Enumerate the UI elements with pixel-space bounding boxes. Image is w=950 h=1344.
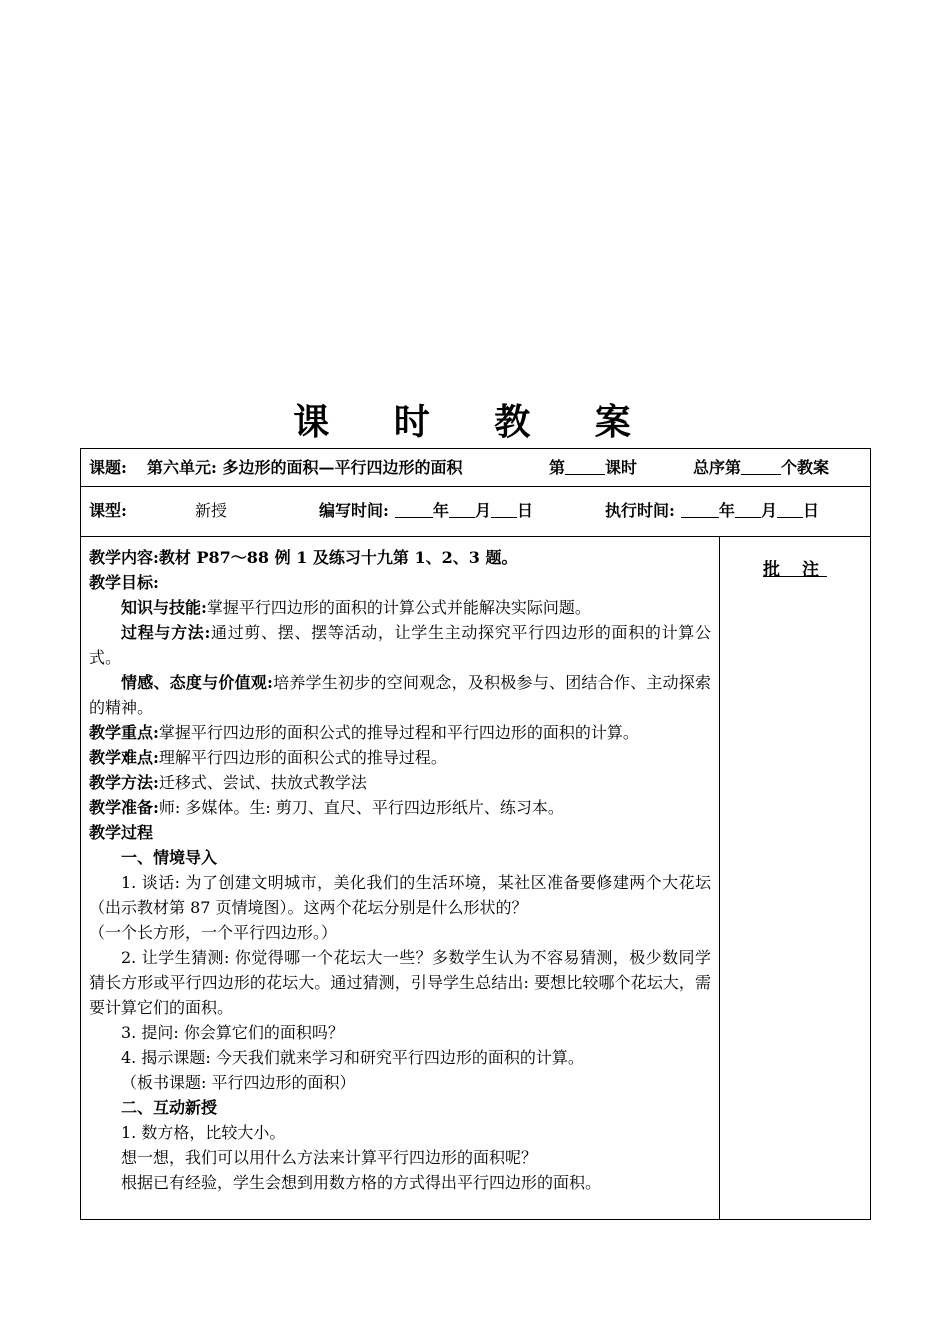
type-row — [81, 487, 870, 537]
write-month-label: 月 — [474, 501, 491, 520]
teaching-method — [89, 770, 711, 795]
total-prefix: 总序第 — [693, 458, 742, 477]
write-month-blank[interactable] — [449, 501, 475, 518]
teaching-difficulty — [89, 745, 711, 770]
teaching-method-text: 迁移式、尝试、扶放式教学法 — [158, 773, 367, 792]
section-1-para-2: 2. 让学生猜测: 你觉得哪一个花坛大一些？多数学生认为不容易猜测，极少数同学猜长方形或平行四边形的花坛大。通过猜测，引导学生总结出: 要想比较哪个花坛大，需要计算它们的面积。 — [89, 948, 711, 1017]
topic-row — [81, 449, 870, 487]
exec-year-label: 年 — [718, 501, 735, 520]
section-1-para-4b: （板书课题: 平行四边形的面积） — [121, 1073, 356, 1092]
exec-day-label: 日 — [802, 501, 819, 520]
lesson-prefix: 第 — [549, 458, 566, 477]
notes-column — [720, 537, 870, 1219]
goal-knowledge-text: 掌握平行四边形的面积的计算公式并能解决实际问题。 — [206, 598, 591, 617]
goal-emotion-text: 培养学生初步的空间观念，及积极参与、团结合作、主动探索的精神。 — [89, 673, 711, 717]
goal-knowledge — [89, 595, 711, 620]
goal-knowledge-label: 知识与技能: — [121, 598, 207, 617]
lesson-suffix: 课时 — [605, 458, 638, 477]
section-1-heading: 一、情境导入 — [121, 848, 218, 867]
section-1-para-1b: （一个长方形，一个平行四边形。） — [89, 923, 338, 942]
teaching-key — [89, 720, 711, 745]
topic-value: 第六单元: 多边形的面积—平行四边形的面积 — [147, 458, 463, 477]
process-label: 教学过程 — [89, 823, 154, 842]
topic-label: 课题: — [89, 458, 127, 477]
exec-year-blank[interactable] — [681, 501, 719, 518]
teaching-difficulty-text: 理解平行四边形的面积公式的推导过程。 — [158, 748, 447, 767]
exec-time-label: 执行时间: — [605, 501, 675, 520]
goal-process — [89, 620, 711, 670]
teaching-key-label: 教学重点: — [89, 723, 159, 742]
total-number-blank[interactable] — [741, 458, 781, 475]
goal-process-text: 通过剪、摆、摆等活动，让学生主动探究平行四边形的面积的计算公式。 — [89, 623, 711, 667]
section-1-para-3: 3. 提问: 你会算它们的面积吗？ — [121, 1023, 344, 1042]
teaching-prep-label: 教学准备: — [89, 798, 159, 817]
teaching-key-text: 掌握平行四边形的面积公式的推导过程和平行四边形的面积的计算。 — [158, 723, 639, 742]
goals — [89, 570, 711, 595]
teaching-prep-text: 师: 多媒体。生: 剪刀、直尺、平行四边形纸片、练习本。 — [158, 798, 564, 817]
teaching-content — [89, 545, 711, 570]
exec-month-blank[interactable] — [735, 501, 761, 518]
teaching-difficulty-label: 教学难点: — [89, 748, 159, 767]
lesson-number-blank[interactable] — [565, 458, 605, 475]
section-2-para-3: 根据已有经验，学生会想到用数方格的方式得出平行四边形的面积。 — [121, 1173, 602, 1192]
goal-emotion-label: 情感、态度与价值观: — [121, 673, 273, 692]
goal-emotion — [89, 670, 711, 720]
teaching-method-label: 教学方法: — [89, 773, 159, 792]
type-value: 新授 — [195, 501, 228, 520]
write-year-label: 年 — [432, 501, 449, 520]
lesson-content — [81, 537, 720, 1219]
section-1-para-1: 1. 谈话: 为了创建文明城市，美化我们的生活环境，某社区准备要修建两个大花坛（出示教材第 87 页情境图）。这两个花坛分别是什么形状的？ — [89, 873, 711, 917]
teaching-prep — [89, 795, 711, 820]
page-title: 课 时 教 案 — [293, 402, 657, 443]
exec-day-blank[interactable] — [777, 501, 803, 518]
exec-month-label: 月 — [760, 501, 777, 520]
total-suffix: 个教案 — [781, 458, 830, 477]
section-2-para-1: 1. 数方格，比较大小。 — [121, 1123, 286, 1142]
teaching-content-label: 教学内容: — [89, 548, 159, 567]
section-1-para-4: 4. 揭示课题: 今天我们就来学习和研究平行四边形的面积的计算。 — [121, 1048, 584, 1067]
section-2-para-2: 想一想，我们可以用什么方法来计算平行四边形的面积呢？ — [121, 1148, 538, 1167]
write-day-blank[interactable] — [491, 501, 517, 518]
write-time-label: 编写时间: — [319, 501, 389, 520]
section-2-heading: 二、互动新授 — [121, 1098, 218, 1117]
lesson-plan-table — [80, 448, 871, 1220]
write-day-label: 日 — [516, 501, 533, 520]
teaching-content-text: 教材 P87～88 例 1 及练习十九第 1、2、3 题。 — [158, 548, 518, 567]
type-label: 课型: — [89, 501, 127, 520]
notes-label: 批 注 — [763, 560, 827, 580]
goals-label: 教学目标: — [89, 573, 159, 592]
write-year-blank[interactable] — [395, 501, 433, 518]
goal-process-label: 过程与方法: — [121, 623, 211, 642]
